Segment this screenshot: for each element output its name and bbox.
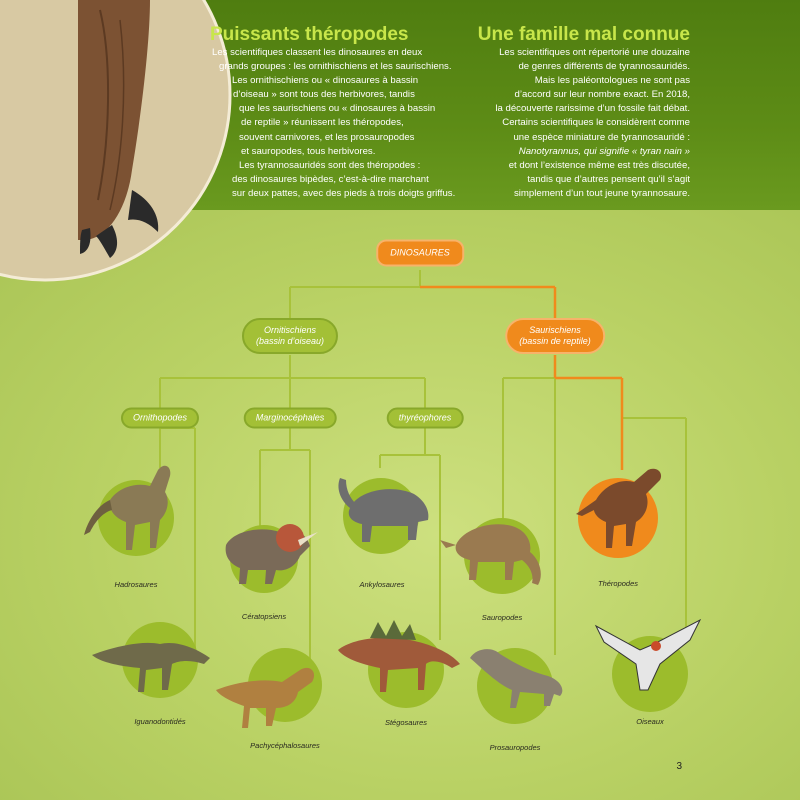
node-title: Saurischiens [529,325,581,335]
text-line: et sauropodes, tous herbivores. [241,145,376,157]
trex-figure [576,469,661,548]
page-number: 3 [676,761,682,772]
text-line: d’oiseau » sont tous des herbivores, tandis [233,89,415,101]
text-line: Nanotyrannus, qui signifie « tyran nain » [518,145,690,157]
label-ankylosaures: Ankylosaures [359,580,405,589]
label-iguanodontides: Iguanodontidés [134,717,186,726]
text-line: d’accord sur leur nombre exact. En 2018, [514,89,690,101]
label-hadrosaures: Hadrosaures [114,580,158,589]
text-line: Les scientifiques classent les dinosaures en deux [212,47,423,58]
label-theropodes: Théropodes [597,579,639,588]
text-line: et dont l’existence même est très discutée, [508,159,690,171]
text-line: Certains scientifiques le considèrent comme [502,117,690,129]
iguanodon-figure [92,643,210,692]
text-line: Les ornithischiens ou « dinosaures à bassin [232,75,419,87]
right-heading: Une famille mal connue [477,24,690,45]
node-subtitle: (bassin de reptile) [519,336,591,346]
label-ceratopsiens: Cératopsiens [241,612,287,621]
left-heading: Puissants théropodes [210,24,409,45]
text-line: de genres différents de tyrannosauridés. [518,61,690,73]
node-title: thyréophores [398,412,452,423]
text-line: tandis que d’autres pensent qu’il s’agit [527,173,690,185]
label-pachycephalosaures: Pachycéphalosaures [250,741,320,750]
text-line: Les tyrannosauridés sont des théropodes : [239,159,421,171]
text-line: Mais les paléontologues ne sont pas [534,75,690,87]
vulture-figure [596,620,700,690]
stegosaur-figure [338,620,460,692]
root-label: DINOSAURES [390,247,450,258]
text-line: la découverte rarissime d’un fossile fait débat. [495,103,690,115]
node-title: Ornithopodes [132,412,188,423]
label-stegosaures: Stégosaures [384,718,428,727]
prosauropod-figure [470,649,562,708]
label-oiseaux: Oiseaux [636,717,664,726]
label-prosauropodes: Prosauropodes [489,743,541,752]
text-line: que les saurischiens ou « dinosaures à bassin [239,103,436,115]
pachycephalosaur-figure [216,668,314,728]
text-line: Les scientifiques ont répertorié une douzaine [499,47,690,58]
sauropod-figure [440,524,541,585]
text-line: simplement d’un tout jeune tyrannosaure. [514,187,690,199]
label-sauropodes: Sauropodes [481,613,523,622]
node-subtitle: (bassin d’oiseau) [255,336,325,346]
hadrosaur-figure [84,466,170,550]
text-line: sur deux pattes, avec des pieds à trois doigts griffus. [232,187,456,199]
text-line: souvent carnivores, et les prosauropodes [239,131,415,143]
text-line: une espèce miniature de tyrannosauridé : [513,131,690,143]
node-title: Marginocéphales [255,412,325,423]
triceratops-figure [226,524,318,584]
text-line: des dinosaures bipèdes, c’est-à-dire marchant [232,173,429,185]
ankylosaur-figure [338,478,428,542]
node-title: Ornitischiens [263,325,317,335]
text-line: de reptile » réunissent les théropodes, [241,117,404,129]
text-line: grands groupes : les ornithischiens et les saurischiens. [219,61,452,73]
